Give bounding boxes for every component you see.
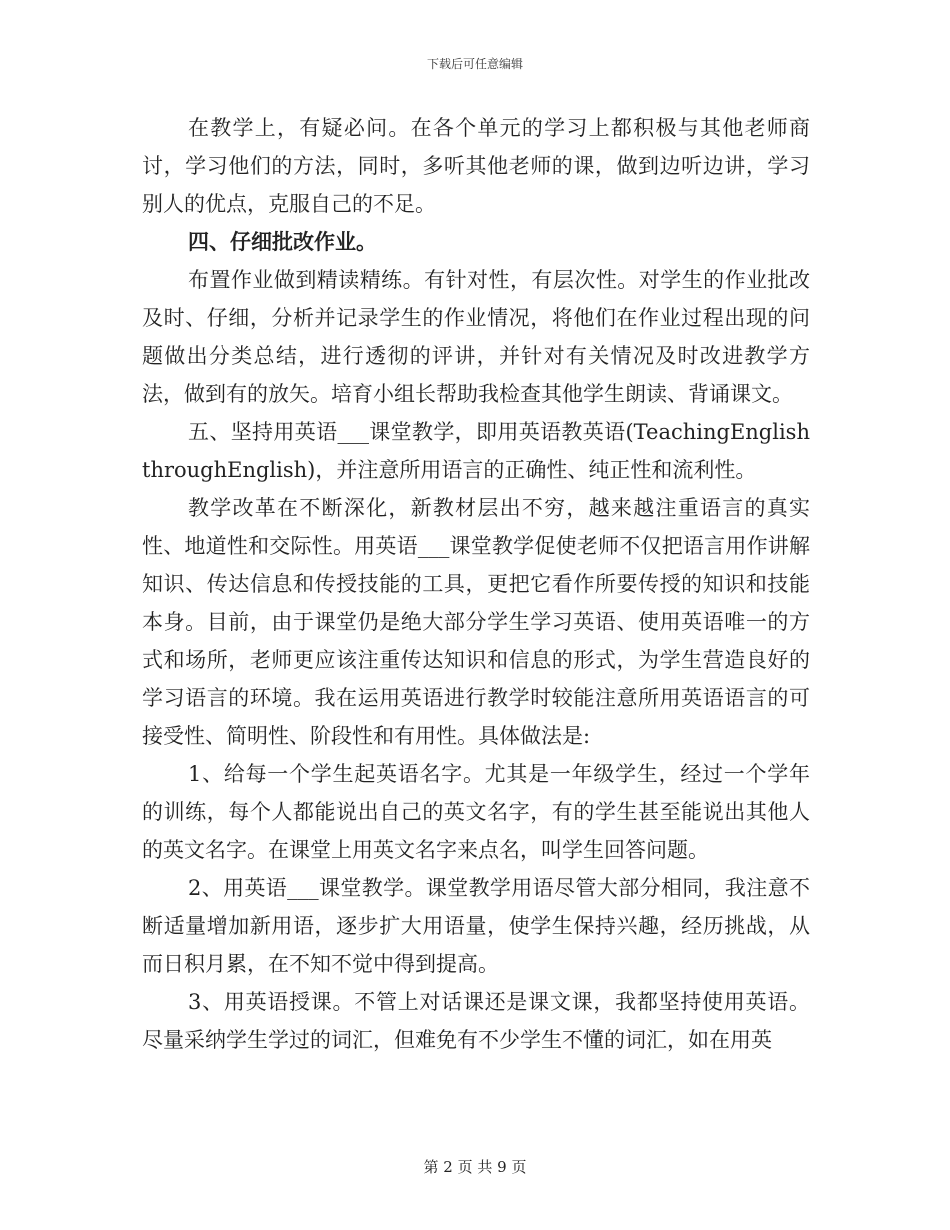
paragraph-teaching-consult: 在教学上，有疑必问。在各个单元的学习上都积极与其他老师商讨，学习他们的方法，同时，多听其他老师的课，做到边听边讲，学习别人的优点，克服自己的不足。 [142,116,810,216]
page-header-note: 下载后可任意编辑 [426,57,523,71]
section-english-teaching: 五、坚持用英语___课堂教学，即用英语教英语(TeachingEnglishthroughEnglish)，并注意所用语言的正确性、纯正性和流利性。 [142,420,810,482]
document-body [142,109,810,1059]
list-item-classroom-english: 2、用英语___课堂教学。课堂教学用语尽管大部分相同，我注意不断适量增加新用语，逐步扩大用语量，使学生保持兴趣，经历挑战，从而日积月累，在不知不觉中得到提高。 [142,876,810,976]
list-item-english-names: 1、给每一个学生起英语名字。尤其是一年级学生，经过一个学年的训练，每个人都能说出自己的英文名字，有的学生甚至能说出其他人的英文名字。在课堂上用英文名字来点名，叫学生回答问题。 [142,762,810,862]
page-number-footer: 第 2 页 共 9 页 [423,1158,527,1176]
section-heading-homework: 四、仔细批改作业。 [188,229,377,254]
list-item-english-lectures: 3、用英语授课。不管上对话课还是课文课，我都坚持使用英语。尽量采纳学生学过的词汇，但难免有不少学生不懂的词汇，如在用英 [142,990,810,1052]
paragraph-teaching-reform: 教学改革在不断深化，新教材层出不穷，越来越注重语言的真实性、地道性和交际性。用英语___课堂教学促使老师不仅把语言用作讲解知识、传达信息和传授技能的工具，更把它看作所要传授的知识和技能本身。目前，由于课堂仍是绝大部分学生学习英语、使用英语唯一的方式和场所，老师更应该注重传达知识和信息的形式，为学生营造良好的学习语言的环境。我在运用英语进行教学时较能注意所用英语语言的可接受性、简明性、阶段性和有用性。具体做法是: [142,496,810,748]
paragraph-homework: 布置作业做到精读精练。有针对性，有层次性。对学生的作业批改及时、仔细，分析并记录学生的作业情况，将他们在作业过程出现的问题做出分类总结，进行透彻的评讲，并针对有关情况及时改进教学方法，做到有的放矢。培育小组长帮助我检查其他学生朗读、背诵课文。 [142,268,810,406]
